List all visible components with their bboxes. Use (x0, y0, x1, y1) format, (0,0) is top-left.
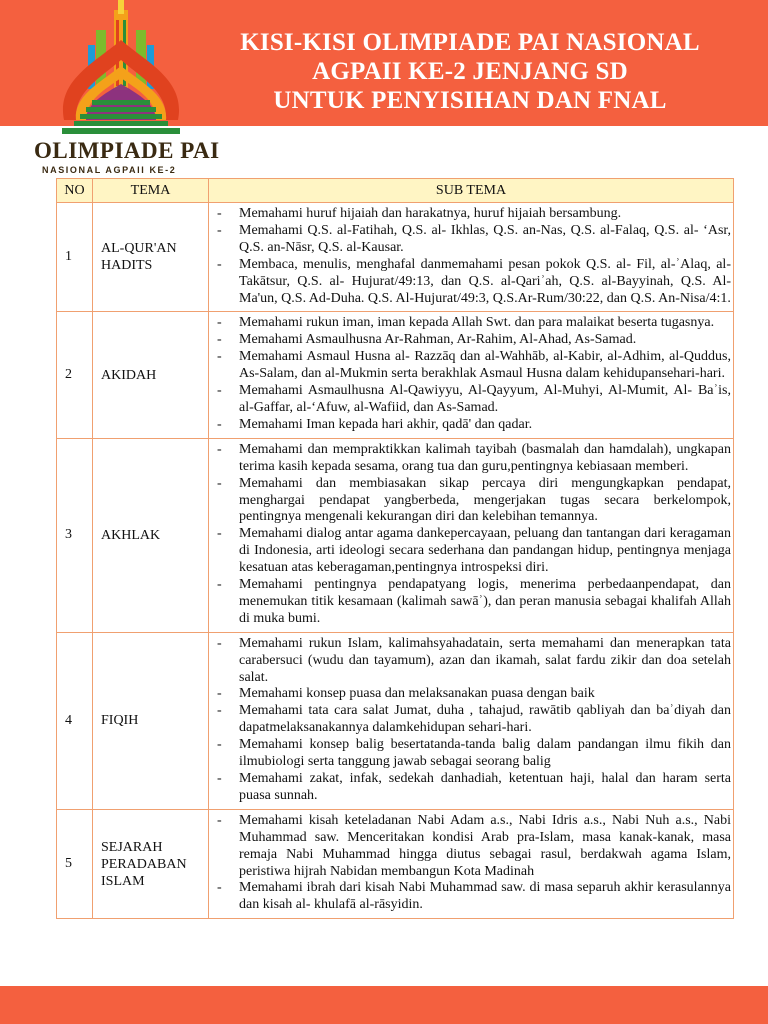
row-sub-tema (209, 438, 734, 632)
olimpiade-logo (34, 0, 220, 180)
row-tema: SEJARAH PERADABAN ISLAM (93, 809, 209, 918)
list-item-text: Memahami dan mempraktikkan kalimah tayibah (basmalah dan hamdalah), ungkapan terima kasih kepada sesama, orang tua dan guru,pentingnya kebiasaan memberi. (239, 441, 731, 474)
list-item (215, 315, 731, 332)
table-header-row (57, 179, 734, 203)
list-item-text: Memahami dan membiasakan sikap percaya diri mengungkapkan pendapat, menghargai pendapat yangberbeda, mengerjakan tugas secara berkelompok, pentingnya mengenali kekurangan diri dan kelebihan temannya. (239, 475, 731, 525)
table-row (57, 632, 734, 809)
list-item (215, 417, 731, 434)
row-tema: AKHLAK (93, 438, 209, 632)
list-item (215, 442, 731, 476)
bullet-dash: - (217, 635, 222, 651)
row-sub-tema (209, 632, 734, 809)
row-number: 2 (57, 312, 93, 438)
list-item (215, 332, 731, 349)
list-item-text: Memahami kisah keteladanan Nabi Adam a.s., Nabi Idris a.s., Nabi Nuh a.s., Nabi Muhammad saw. Menceritakan kondisi Arab pra-Islam, masa kanak-kanak, masa remaja Nabi Muhammad hingga diutus sebagai rasul, berdakwah agama Islam, peristiwa hijrah Nabidan membangun Kota Madinah (239, 812, 731, 879)
bullet-dash: - (217, 332, 222, 348)
page-title (170, 28, 768, 115)
bullet-dash: - (217, 880, 222, 896)
list-item (215, 636, 731, 687)
row-number: 3 (57, 438, 93, 632)
list-item-text: Memahami rukun iman, iman kepada Allah Swt. dan para malaikat beserta tugasnya. (239, 315, 715, 331)
header-sub-tema: SUB TEMA (209, 179, 734, 203)
bullet-dash: - (217, 686, 222, 702)
sub-tema-list (215, 206, 731, 307)
list-item (215, 703, 731, 737)
bullet-dash: - (217, 416, 222, 432)
row-tema: FIQIH (93, 632, 209, 809)
sub-tema-list (215, 442, 731, 628)
list-item-text: Memahami Asmaul Husna al- Razzāq dan al-Wahhāb, al-Kabir, al-Adhim, al-Quddus, As-Salam, dan al-Mukmin serta berakhlak Asmaul Husna dalam kehidupansehari-hari. (239, 349, 731, 382)
table-body (57, 203, 734, 919)
bullet-dash: - (217, 812, 222, 828)
bullet-dash: - (217, 771, 222, 786)
list-item-text: Memahami Iman kepada hari akhir, qadā' dan qadar. (239, 416, 533, 432)
list-item (215, 771, 731, 805)
list-item-text: Memahami Asmaulhusna Al-Qawiyyu, Al-Qayyum, Al-Muhyi, Al-Mumit, Al- Baʾis, al-Gaffar, al-ʻAfuw, al-Wafiid, dan As-Samad. (239, 383, 731, 415)
list-item (215, 257, 731, 308)
list-item-text: Memahami dialog antar agama dankepercayaan, peluang dan tantangan dari keragaman di Indonesia, arti ideologi secara sederhana dan pandangan hidup, pentingnya menjaga kesatuan atas keberagaman,pentingnya introspeksi diri. (239, 526, 731, 576)
list-item-text: Memahami konsep puasa dan melaksanakan puasa dengan baik (239, 686, 595, 702)
list-item-text: Memahami tata cara salat Jumat, duha , tahajud, rawātib qabliyah dan baʾdiyah dan dapatmelaksanakannya dalamkehidupan sehari-hari. (239, 703, 731, 736)
list-item-text: Memahami rukun Islam, kalimahsyahadatain, serta memahami dan menerapkan tata carabersuci (wudu dan tayamum), azan dan ikamah, salat fardu zikir dan doa setelah salat. (239, 635, 731, 685)
list-item-text: Memahami Q.S. al-Fatihah, Q.S. al- Ikhlas, Q.S. an-Nas, Q.S. al-Falaq, Q.S. al- ʻAsr, Q.S. an-Nāsr, Q.S. al-Kausar. (239, 222, 731, 255)
list-item-text: Memahami pentingnya pendapatyang logis, menerima perbedaanpendapat, dan menemukan titik kesamaan (kalimah sawāʾ), dan peran manusia sebagai khalifah Allah di muka bumi. (239, 577, 731, 626)
title-line-3: UNTUK PENYISIHAN DAN FNAL (273, 87, 667, 114)
table-row (57, 438, 734, 632)
list-item (215, 686, 731, 703)
logo-subtitle: NASIONAL AGPAII KE-2 (42, 165, 177, 175)
header-no: NO (57, 179, 93, 203)
kisi-kisi-table (56, 178, 734, 919)
list-item-text: Memahami ibrah dari kisah Nabi Muhammad saw. di masa separuh akhir kerasulannya dan kisah al- khulafā al-rāsyidin. (239, 880, 731, 913)
bullet-dash: - (217, 441, 222, 457)
bullet-dash: - (217, 737, 222, 753)
list-item (215, 383, 731, 417)
bullet-dash: - (217, 315, 222, 331)
bullet-dash: - (217, 256, 222, 272)
row-tema: AKIDAH (93, 312, 209, 438)
row-tema: AL-QUR'AN HADITS (93, 203, 209, 312)
bullet-dash: - (217, 703, 222, 719)
list-item (215, 813, 731, 881)
title-line-1: KISI-KISI OLIMPIADE PAI NASIONAL (240, 29, 700, 56)
list-item-text: Memahami Asmaulhusna Ar-Rahman, Ar-Rahim, Al-Ahad, As-Samad. (239, 332, 637, 348)
table-row (57, 203, 734, 312)
row-number: 5 (57, 809, 93, 918)
row-sub-tema (209, 203, 734, 312)
header-tema: TEMA (93, 179, 209, 203)
list-item (215, 880, 731, 914)
list-item-text: Memahami konsep balig besertatanda-tanda balig dalam pandangan ilmu fikih dan ilmubiologi serta tanggung jawab sebagai seorang balig (239, 737, 731, 770)
list-item (215, 206, 731, 223)
bullet-dash: - (217, 526, 222, 542)
sub-tema-list (215, 813, 731, 914)
sub-tema-list (215, 315, 731, 433)
row-number: 4 (57, 632, 93, 809)
bullet-dash: - (217, 577, 222, 593)
bullet-dash: - (217, 206, 222, 221)
bullet-dash: - (217, 475, 222, 491)
list-item (215, 223, 731, 257)
list-item-text: Memahami zakat, infak, sedekah danhadiah, ketentuan haji, halal dan haram serta puasa sunnah. (239, 771, 731, 803)
title-line-2: AGPAII KE-2 JENJANG SD (312, 58, 628, 85)
list-item-text: Memahami huruf hijaiah dan harakatnya, huruf hijaiah bersambung. (239, 206, 622, 221)
list-item (215, 349, 731, 383)
kisi-kisi-table-wrapper (56, 178, 734, 919)
list-item (215, 526, 731, 577)
sub-tema-list (215, 636, 731, 805)
footer-band (0, 986, 768, 1024)
row-number: 1 (57, 203, 93, 312)
bullet-dash: - (217, 383, 222, 399)
bullet-dash: - (217, 349, 222, 365)
table-row (57, 312, 734, 438)
table-row (57, 809, 734, 918)
row-sub-tema (209, 809, 734, 918)
list-item (215, 737, 731, 771)
list-item-text: Membaca, menulis, menghafal danmemahami pesan pokok Q.S. al- Fil, al-ʾAlaq, al-Takātsur, Q.S. al- Hujurat/49:13, dan Q.S. al-Qariʾah, Q.S. al-Bayyinah, Q.S. Al-Ma'un, Q.S. Ad-Duha. Q.S. Al-Hujurat/49:3, Q.S.Ar-Rum/30:22, dan Q.S. An-Nisa/4:1. (239, 256, 731, 306)
list-item (215, 476, 731, 527)
bullet-dash: - (217, 222, 222, 238)
mosque-dome-icon (56, 0, 186, 138)
logo-name: OLIMPIADE PAI (34, 138, 220, 163)
list-item (215, 577, 731, 628)
row-sub-tema (209, 312, 734, 438)
